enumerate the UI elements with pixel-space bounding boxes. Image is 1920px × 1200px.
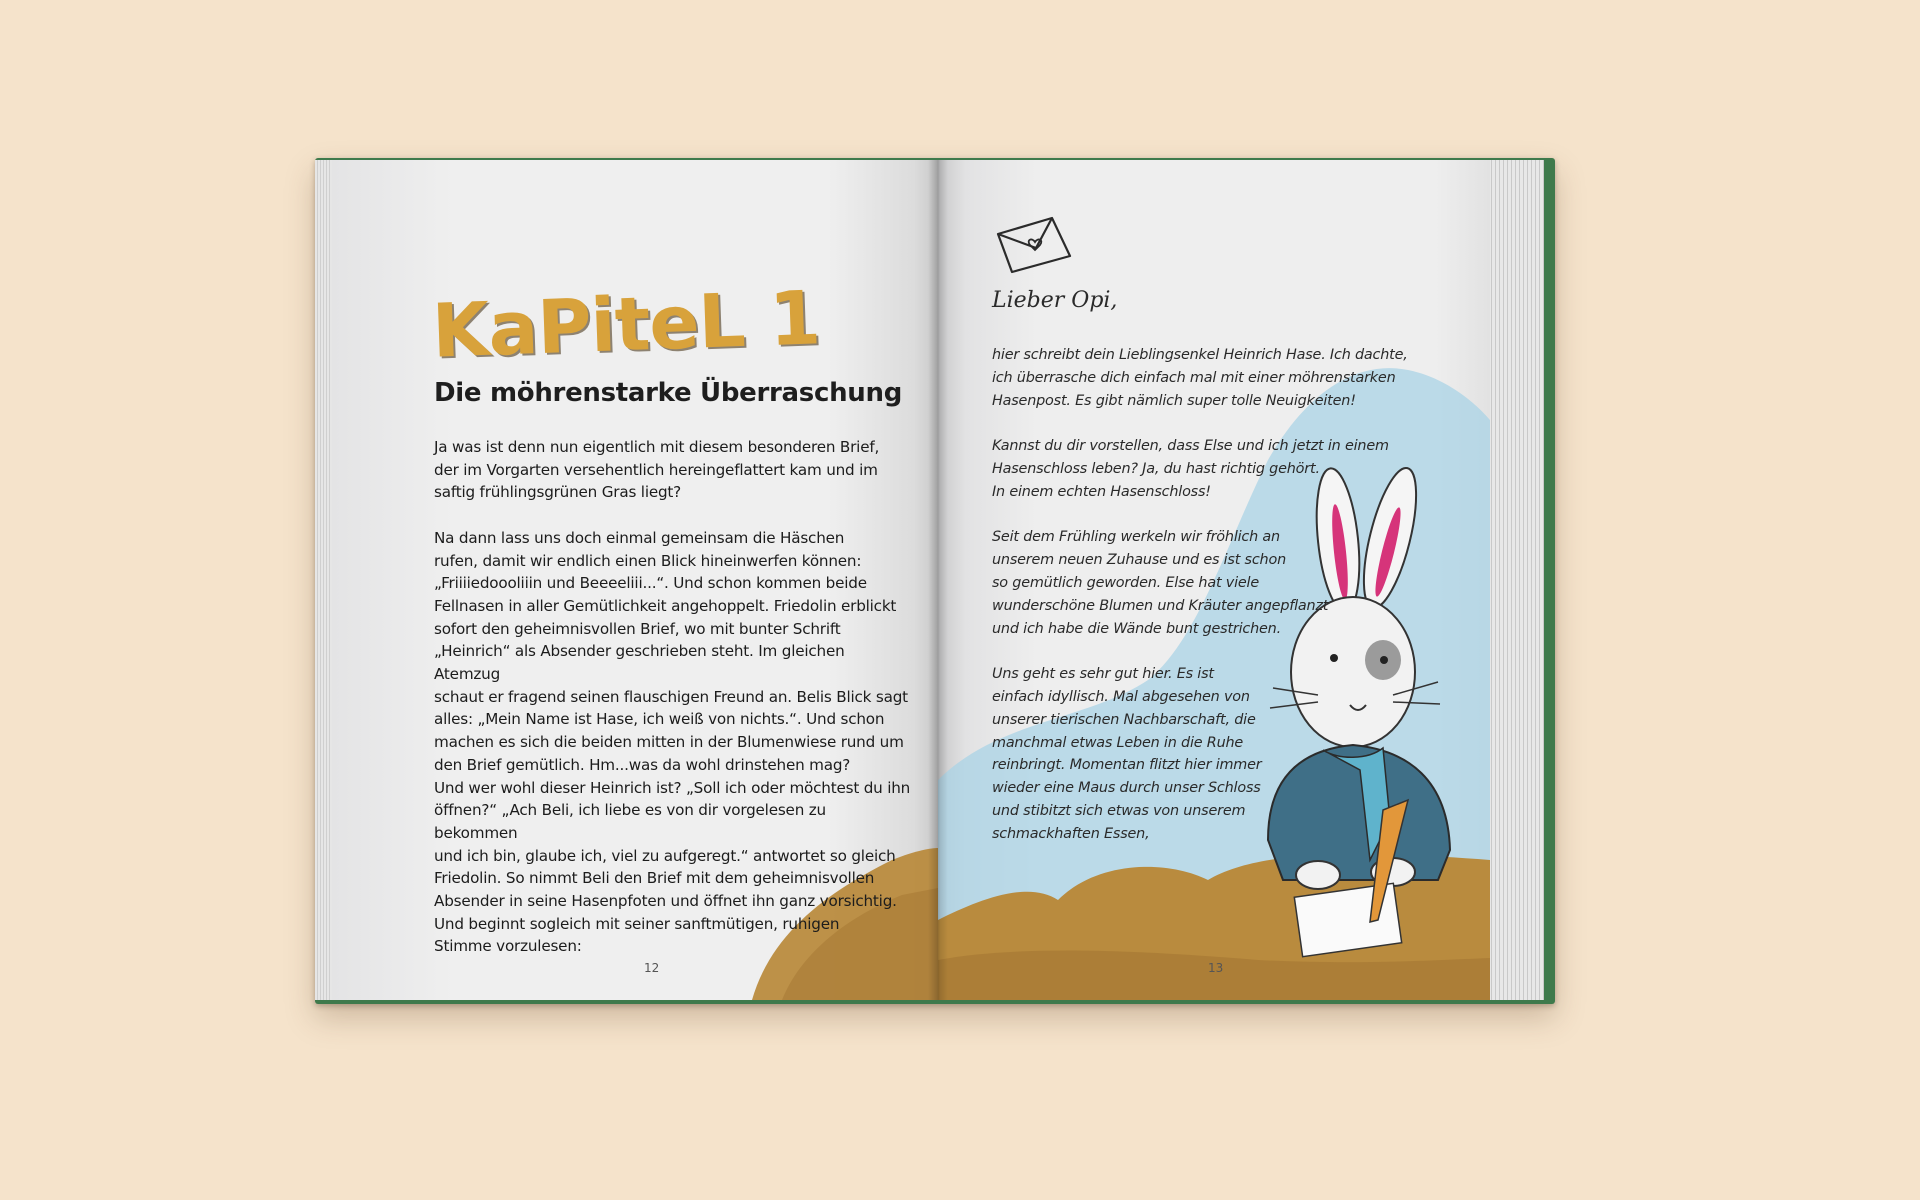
chapter-title: Die möhrenstarke Überraschung: [434, 378, 903, 408]
page-edges-right: [1488, 160, 1544, 1000]
left-page: [332, 160, 938, 1000]
letter-paper: [1294, 883, 1401, 956]
right-page: [938, 160, 1490, 1000]
page-number-left: 12: [644, 961, 660, 975]
letter-greeting: Lieber Opi,: [992, 288, 1118, 313]
story-text: Ja was ist denn nun eigentlich mit diesem besonderen Brief, der im Vorgarten versehentlich hereingeflattert kam und im saftig frühlingsgrünen Gras liegt? Na dann lass uns doch einmal gemeinsam die Häschen rufen, damit wir endlich einen Blick hineinwerfen können: „Friiiiedoooliiin und Beeeeliii...“. Und schon kommen beide Fellnasen in aller Gemütlichkeit angehoppelt. Friedolin erblickt sofort den geheimnisvollen Brief, wo mit bunter Schrift „Heinrich“ als Absender geschrieben steht. Im gleichen Atemzug schaut er fragend seinen flauschigen Freund an. Belis Blick sagt alles: „Mein Name ist Hase, ich weiß von nichts.“. Und schon machen es sich die beiden mitten in der Blumenwiese rund um den Brief gemütlich. Hm...was da wohl drinstehen mag? Und wer wohl dieser Heinrich ist? „Soll ich oder möchtest du ihn öffnen?“ „Ach Beli, ich liebe es von dir vorgelesen zu bekommen und ich bin, glaube ich, viel zu aufgeregt.“ antwortet so gleich Friedolin. So nimmt Beli den Brief mit dem geheimnisvollen Absender in seine Hasenpfoten und öffnet ihn ganz vorsichtig. Und beginnt sogleich mit seiner sanftmütigen, ruhigen Stimme vorzulesen:: [434, 438, 911, 956]
page-number-right: 13: [1208, 961, 1224, 975]
chapter-label: KaPiteL 1: [430, 275, 822, 375]
rabbit-paw-left: [1296, 861, 1340, 889]
envelope-heart-icon: [992, 212, 1076, 276]
letter-text: hier schreibt dein Lieblingsenkel Heinrich Hase. Ich dachte, ich überrasche dich einfach mal mit einer möhrenstarken Hasenpost. Es gibt nämlich super tolle Neuigkeiten! Kannst du dir vorstellen, dass Else und ich jetzt in einem Hasenschloss leben? Ja, du hast richtig gehört. In einem echten Hasenschloss! Seit dem Frühling werkeln wir fröhlich an unserem neuen Zuhause und es ist schon so gemütlich geworden. Else hat viele wunderschöne Blumen und Kräuter angepflanzt und ich habe die Wände bunt gestrichen. Uns geht es sehr gut hier. Es ist einfach idyllisch. Mal abgesehen von unserer tierischen Nachbarschaft, die manchmal etwas Leben in die Ruhe reinbringt. Momentan flitzt hier immer wieder eine Maus durch unser Schloss und stibitzt sich etwas von unserem schmackhaften Essen,: [992, 347, 1408, 842]
